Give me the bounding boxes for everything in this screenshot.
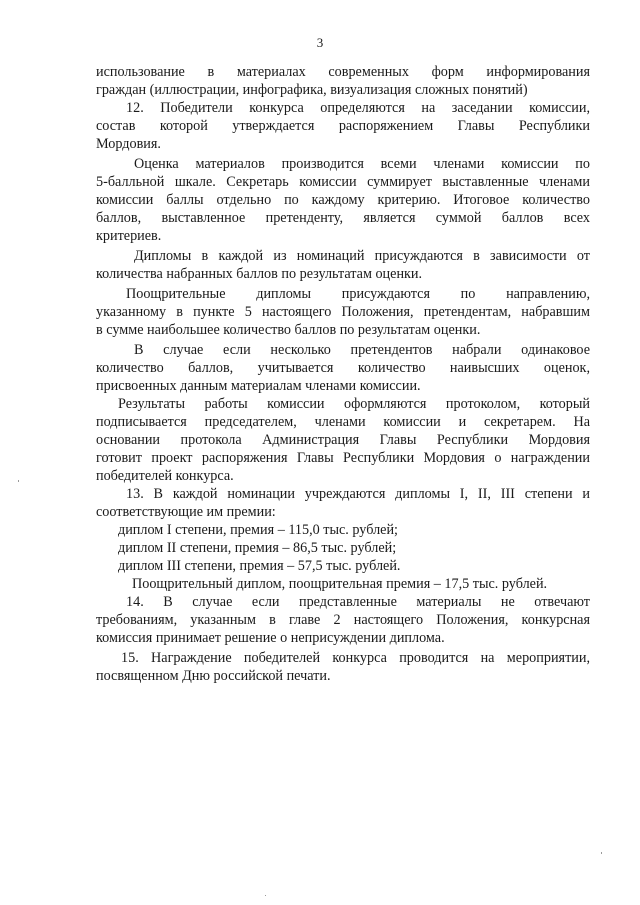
text-line: победителей конкурса. [96, 468, 234, 484]
diploma-3-line: диплом III степени, премия – 57,5 тыс. рублей. [118, 558, 401, 574]
text-line: количество баллов, учитывается количество наивысших оценок, [96, 360, 590, 376]
text-line: баллов, выставленное претенденту, является суммой баллов всех [96, 210, 590, 226]
text-line: посвященном Дню российской печати. [96, 668, 331, 684]
scan-speck [601, 852, 602, 854]
text-line: требованиям, указанным в главе 2 настоящего Положения, конкурсная [96, 612, 590, 628]
text-line: основании протокола Администрация Главы Республики Мордовия [96, 432, 590, 448]
text-line: комиссия принимает решение о неприсуждении диплома. [96, 630, 445, 646]
text-line: использование в материалах современных форм информирования [96, 64, 590, 80]
text-line: критериев. [96, 228, 162, 244]
text-line: готовит проект распоряжения Главы Республики Мордовия о награждении [96, 450, 590, 466]
diploma-2-line: диплом II степени, премия – 86,5 тыс. рублей; [118, 540, 397, 556]
text-line: Оценка материалов производится всеми членами комиссии по [134, 156, 590, 172]
text-line: подписывается председателем, членами комиссии и секретарем. На [96, 414, 590, 430]
document-body [96, 63, 590, 685]
paragraph-12-start: 12. Победители конкурса определяются на заседании комиссии, [126, 100, 590, 116]
paragraph-15-start: 15. Награждение победителей конкурса проводится на мероприятии, [121, 650, 590, 666]
diploma-1-line: диплом I степени, премия – 115,0 тыс. рублей; [118, 522, 398, 538]
text-line: соответствующие им премии: [96, 504, 276, 520]
text-line: в сумме наибольшее количество баллов по результатам оценки. [96, 322, 481, 338]
text-line: Результаты работы комиссии оформляются протоколом, который [118, 396, 590, 412]
text-line: В случае если несколько претендентов набрали одинаковое [134, 342, 590, 358]
scan-speck [265, 895, 266, 896]
scan-speck [18, 480, 19, 482]
paragraph-13-start: 13. В каждой номинации учреждаются дипломы I, II, III степени и [126, 486, 590, 502]
text-line: количества набранных баллов по результатам оценки. [96, 266, 423, 282]
text-line: комиссии баллы отдельно по каждому критерию. Итоговое количество [96, 192, 590, 208]
text-line: 5-балльной шкале. Секретарь комиссии суммирует выставленные членами [96, 174, 590, 190]
page-number: 3 [316, 35, 324, 50]
text-line: Поощрительные дипломы присуждаются по направлению, [126, 286, 590, 302]
text-line: состав которой утверждается распоряжением Главы Республики [96, 118, 590, 134]
text-line: указанному в пункте 5 настоящего Положения, претендентам, набравшим [96, 304, 590, 320]
text-line: граждан (иллюстрации, инфографика, визуализация сложных понятий) [96, 82, 528, 98]
paragraph-14-start: 14. В случае если представленные материалы не отвечают [126, 594, 590, 610]
incentive-diploma-line: Поощрительный диплом, поощрительная премия – 17,5 тыс. рублей. [132, 576, 548, 592]
text-line: присвоенных данным материалам членами комиссии. [96, 378, 421, 394]
text-line: Дипломы в каждой из номинаций присуждаются в зависимости от [134, 248, 590, 264]
text-line: Мордовия. [96, 136, 161, 152]
